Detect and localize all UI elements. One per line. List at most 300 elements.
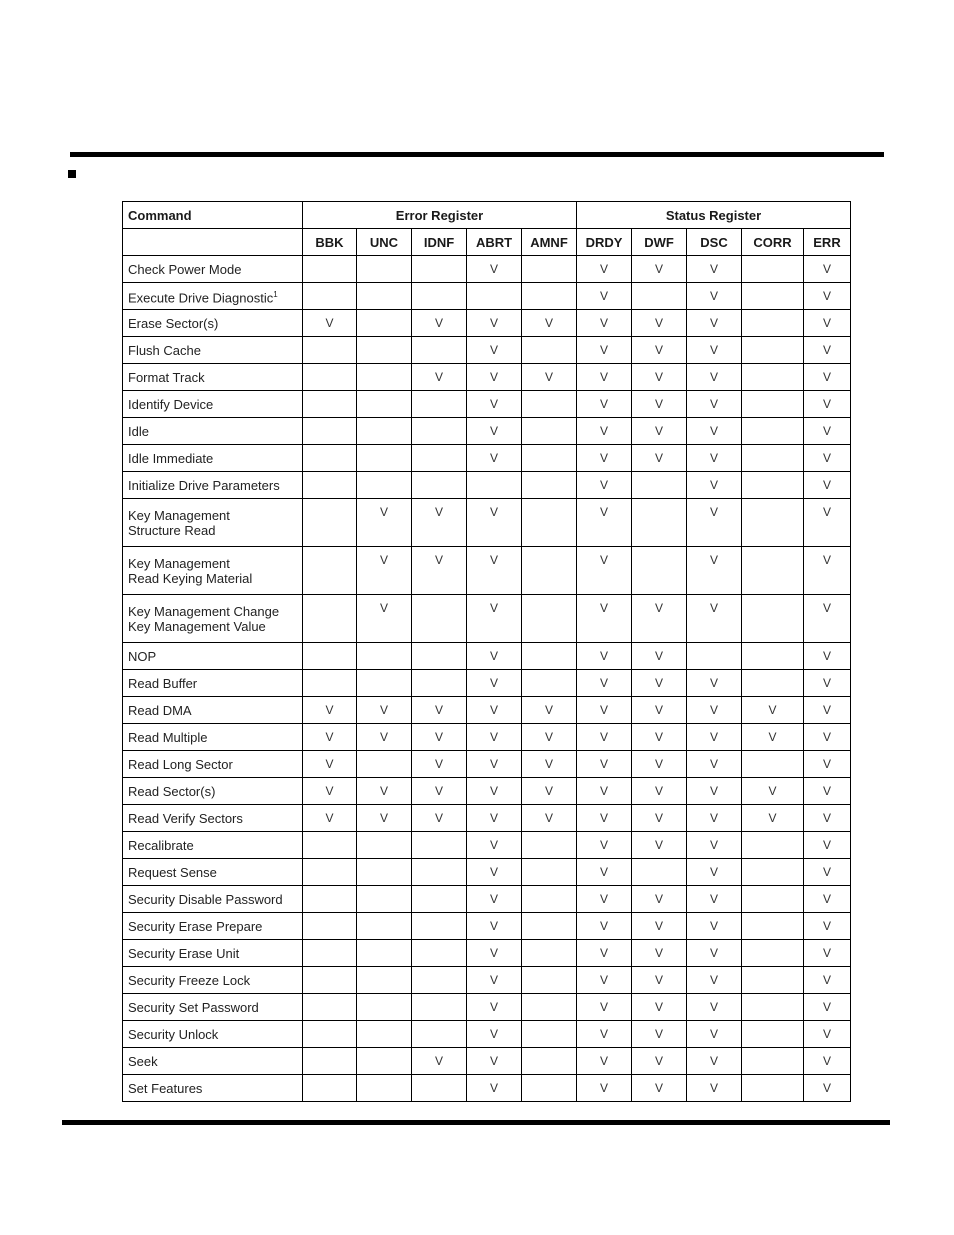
command-label: Key Management xyxy=(128,507,230,523)
flag-cell-unc: V xyxy=(357,805,412,832)
flag-cell-unc xyxy=(357,913,412,940)
flag-cell-idnf xyxy=(412,643,467,670)
command-label: Security Erase Unit xyxy=(128,945,240,961)
command-label: Recalibrate xyxy=(128,837,194,853)
flag-cell-dwf xyxy=(632,547,687,595)
flag-cell-unc xyxy=(357,967,412,994)
flag-cell-drdy: V xyxy=(577,832,632,859)
flag-cell-amnf xyxy=(522,832,577,859)
flag-cell-unc xyxy=(357,859,412,886)
flag-cell-err: V xyxy=(804,256,851,283)
flag-cell-unc xyxy=(357,418,412,445)
flag-cell-abrt: V xyxy=(467,724,522,751)
flag-cell-idnf: V xyxy=(412,547,467,595)
flag-cell-bbk xyxy=(303,1048,357,1075)
table-row xyxy=(123,832,851,859)
flag-cell-err: V xyxy=(804,643,851,670)
command-label-line2: Read Keying Material xyxy=(128,570,253,586)
flag-cell-drdy: V xyxy=(577,805,632,832)
flag-cell-dsc: V xyxy=(687,670,742,697)
command-cell xyxy=(123,256,303,283)
command-cell xyxy=(123,832,303,859)
flag-cell-amnf xyxy=(522,859,577,886)
flag-cell-bbk: V xyxy=(303,805,357,832)
flag-cell-err: V xyxy=(804,283,851,310)
command-label: Idle Immediate xyxy=(128,450,214,466)
command-cell xyxy=(123,418,303,445)
flag-cell-amnf xyxy=(522,1021,577,1048)
flag-cell-unc xyxy=(357,1021,412,1048)
flag-cell-err: V xyxy=(804,1021,851,1048)
flag-cell-drdy: V xyxy=(577,445,632,472)
flag-cell-drdy: V xyxy=(577,418,632,445)
table-row xyxy=(123,418,851,445)
command-label: Format Track xyxy=(128,369,205,385)
flag-cell-err: V xyxy=(804,913,851,940)
flag-cell-unc: V xyxy=(357,778,412,805)
table-row xyxy=(123,751,851,778)
flag-cell-amnf xyxy=(522,418,577,445)
flag-cell-dsc: V xyxy=(687,859,742,886)
flag-cell-dwf: V xyxy=(632,364,687,391)
flag-cell-bbk xyxy=(303,1021,357,1048)
flag-cell-abrt xyxy=(467,472,522,499)
flag-cell-drdy: V xyxy=(577,670,632,697)
table-row xyxy=(123,1075,851,1102)
flag-cell-amnf xyxy=(522,256,577,283)
flag-cell-idnf: V xyxy=(412,499,467,547)
table-row xyxy=(123,595,851,643)
top-rule xyxy=(70,152,884,157)
command-cell xyxy=(123,283,303,310)
flag-cell-dwf xyxy=(632,859,687,886)
flag-cell-dsc: V xyxy=(687,256,742,283)
error-register-header: Error Register xyxy=(303,202,577,229)
flag-cell-bbk: V xyxy=(303,724,357,751)
flag-cell-dwf: V xyxy=(632,724,687,751)
flag-cell-dsc: V xyxy=(687,832,742,859)
flag-cell-idnf: V xyxy=(412,805,467,832)
flag-cell-abrt: V xyxy=(467,778,522,805)
flag-cell-unc: V xyxy=(357,595,412,643)
command-cell xyxy=(123,643,303,670)
command-label: Security Erase Prepare xyxy=(128,918,263,934)
flag-cell-amnf xyxy=(522,499,577,547)
command-label: Read DMA xyxy=(128,702,192,718)
command-label: Key Management Change xyxy=(128,603,280,619)
flag-cell-abrt: V xyxy=(467,418,522,445)
flag-cell-dwf: V xyxy=(632,1075,687,1102)
status-register-header: Status Register xyxy=(577,202,851,229)
column-header-unc: UNC xyxy=(357,229,412,256)
column-header-bbk: BBK xyxy=(303,229,357,256)
command-label: Security Unlock xyxy=(128,1026,219,1042)
flag-cell-corr xyxy=(742,994,804,1021)
flag-cell-bbk xyxy=(303,967,357,994)
flag-cell-unc xyxy=(357,886,412,913)
flag-cell-amnf xyxy=(522,1075,577,1102)
flag-cell-bbk: V xyxy=(303,697,357,724)
flag-cell-abrt xyxy=(467,283,522,310)
flag-cell-amnf: V xyxy=(522,697,577,724)
flag-cell-dwf: V xyxy=(632,643,687,670)
flag-cell-dsc: V xyxy=(687,940,742,967)
register-table xyxy=(122,201,851,1102)
flag-cell-corr xyxy=(742,595,804,643)
flag-cell-corr xyxy=(742,670,804,697)
flag-cell-idnf xyxy=(412,994,467,1021)
flag-cell-unc xyxy=(357,472,412,499)
flag-cell-dsc: V xyxy=(687,310,742,337)
flag-cell-idnf xyxy=(412,967,467,994)
flag-cell-err: V xyxy=(804,832,851,859)
flag-cell-idnf: V xyxy=(412,310,467,337)
command-label: Request Sense xyxy=(128,864,217,880)
flag-cell-abrt: V xyxy=(467,670,522,697)
flag-cell-abrt: V xyxy=(467,697,522,724)
flag-cell-dsc: V xyxy=(687,364,742,391)
flag-cell-amnf: V xyxy=(522,778,577,805)
command-label: Check Power Mode xyxy=(128,261,242,277)
command-cell xyxy=(123,391,303,418)
flag-cell-dsc: V xyxy=(687,337,742,364)
flag-cell-abrt: V xyxy=(467,1048,522,1075)
flag-cell-dsc: V xyxy=(687,283,742,310)
flag-cell-drdy: V xyxy=(577,547,632,595)
command-label: Identify Device xyxy=(128,396,214,412)
flag-cell-corr xyxy=(742,391,804,418)
flag-cell-abrt: V xyxy=(467,994,522,1021)
flag-cell-err: V xyxy=(804,751,851,778)
flag-cell-err: V xyxy=(804,724,851,751)
flag-cell-err: V xyxy=(804,967,851,994)
flag-cell-bbk xyxy=(303,547,357,595)
command-cell xyxy=(123,778,303,805)
flag-cell-idnf xyxy=(412,1021,467,1048)
flag-cell-dwf: V xyxy=(632,913,687,940)
flag-cell-idnf: V xyxy=(412,697,467,724)
command-cell xyxy=(123,310,303,337)
footnote-marker: 1 xyxy=(273,289,278,299)
flag-cell-amnf: V xyxy=(522,724,577,751)
flag-cell-unc xyxy=(357,670,412,697)
flag-cell-bbk xyxy=(303,643,357,670)
flag-cell-drdy: V xyxy=(577,859,632,886)
flag-cell-dwf: V xyxy=(632,418,687,445)
flag-cell-abrt: V xyxy=(467,499,522,547)
flag-cell-corr: V xyxy=(742,805,804,832)
column-header-amnf: AMNF xyxy=(522,229,577,256)
column-header-abrt: ABRT xyxy=(467,229,522,256)
flag-cell-abrt: V xyxy=(467,391,522,418)
flag-cell-unc xyxy=(357,445,412,472)
flag-cell-abrt: V xyxy=(467,547,522,595)
flag-cell-dsc: V xyxy=(687,595,742,643)
flag-cell-idnf xyxy=(412,391,467,418)
flag-cell-dsc: V xyxy=(687,1075,742,1102)
flag-cell-corr xyxy=(742,751,804,778)
flag-cell-corr xyxy=(742,832,804,859)
flag-cell-err: V xyxy=(804,472,851,499)
flag-cell-drdy: V xyxy=(577,391,632,418)
table-row xyxy=(123,547,851,595)
flag-cell-unc xyxy=(357,1048,412,1075)
flag-cell-corr xyxy=(742,547,804,595)
command-label: Erase Sector(s) xyxy=(128,315,219,331)
table-row xyxy=(123,256,851,283)
flag-cell-corr xyxy=(742,256,804,283)
flag-cell-err: V xyxy=(804,337,851,364)
command-cell xyxy=(123,886,303,913)
flag-cell-abrt: V xyxy=(467,940,522,967)
table-row xyxy=(123,337,851,364)
table-row xyxy=(123,805,851,832)
flag-cell-dwf: V xyxy=(632,391,687,418)
flag-cell-err: V xyxy=(804,859,851,886)
flag-cell-unc xyxy=(357,364,412,391)
flag-cell-amnf xyxy=(522,472,577,499)
table-row xyxy=(123,913,851,940)
flag-cell-unc xyxy=(357,994,412,1021)
flag-cell-abrt: V xyxy=(467,310,522,337)
flag-cell-err: V xyxy=(804,310,851,337)
flag-cell-amnf: V xyxy=(522,751,577,778)
flag-cell-err: V xyxy=(804,994,851,1021)
flag-cell-corr xyxy=(742,472,804,499)
flag-cell-dsc: V xyxy=(687,778,742,805)
command-label: Seek xyxy=(128,1053,158,1069)
flag-cell-dwf: V xyxy=(632,832,687,859)
flag-cell-dwf: V xyxy=(632,1021,687,1048)
flag-cell-abrt: V xyxy=(467,445,522,472)
flag-cell-dsc: V xyxy=(687,391,742,418)
flag-cell-amnf xyxy=(522,886,577,913)
flag-cell-idnf xyxy=(412,283,467,310)
flag-cell-dsc: V xyxy=(687,472,742,499)
flag-cell-amnf xyxy=(522,994,577,1021)
flag-cell-corr xyxy=(742,886,804,913)
flag-cell-idnf xyxy=(412,337,467,364)
flag-cell-abrt: V xyxy=(467,967,522,994)
table-body xyxy=(123,256,851,1102)
flag-cell-bbk xyxy=(303,337,357,364)
flag-cell-amnf xyxy=(522,337,577,364)
flag-cell-dsc xyxy=(687,643,742,670)
table-row xyxy=(123,994,851,1021)
table-row xyxy=(123,886,851,913)
command-label: Key Management xyxy=(128,555,230,571)
flag-cell-abrt: V xyxy=(467,859,522,886)
flag-cell-dwf: V xyxy=(632,337,687,364)
flag-cell-err: V xyxy=(804,1048,851,1075)
flag-cell-corr xyxy=(742,418,804,445)
flag-cell-idnf xyxy=(412,472,467,499)
flag-cell-dwf: V xyxy=(632,310,687,337)
table-row xyxy=(123,283,851,310)
flag-cell-idnf xyxy=(412,256,467,283)
table-row xyxy=(123,940,851,967)
table-row xyxy=(123,364,851,391)
blank-header xyxy=(123,229,303,256)
column-header-dsc: DSC xyxy=(687,229,742,256)
flag-cell-idnf xyxy=(412,886,467,913)
flag-cell-dwf: V xyxy=(632,751,687,778)
flag-cell-amnf xyxy=(522,547,577,595)
flag-cell-amnf xyxy=(522,643,577,670)
command-cell xyxy=(123,595,303,643)
command-cell xyxy=(123,994,303,1021)
flag-cell-dsc: V xyxy=(687,913,742,940)
flag-cell-bbk xyxy=(303,472,357,499)
table-row xyxy=(123,859,851,886)
flag-cell-dwf: V xyxy=(632,886,687,913)
command-label: Read Multiple xyxy=(128,729,208,745)
flag-cell-unc xyxy=(357,832,412,859)
flag-cell-bbk xyxy=(303,886,357,913)
flag-cell-dsc: V xyxy=(687,724,742,751)
command-label: Read Long Sector xyxy=(128,756,233,772)
flag-cell-drdy: V xyxy=(577,499,632,547)
flag-cell-dsc: V xyxy=(687,805,742,832)
command-cell xyxy=(123,1075,303,1102)
flag-cell-drdy: V xyxy=(577,751,632,778)
flag-cell-err: V xyxy=(804,1075,851,1102)
flag-cell-bbk: V xyxy=(303,778,357,805)
table-row xyxy=(123,643,851,670)
flag-cell-dsc: V xyxy=(687,994,742,1021)
flag-cell-idnf xyxy=(412,445,467,472)
table-row xyxy=(123,778,851,805)
column-header-drdy: DRDY xyxy=(577,229,632,256)
flag-cell-bbk xyxy=(303,391,357,418)
table-row xyxy=(123,391,851,418)
flag-cell-unc xyxy=(357,337,412,364)
table-row xyxy=(123,1021,851,1048)
flag-cell-bbk xyxy=(303,832,357,859)
flag-cell-dwf: V xyxy=(632,670,687,697)
command-cell xyxy=(123,472,303,499)
command-header: Command xyxy=(123,202,303,229)
flag-cell-dwf: V xyxy=(632,778,687,805)
flag-cell-unc xyxy=(357,1075,412,1102)
command-label: Security Disable Password xyxy=(128,891,283,907)
flag-cell-idnf: V xyxy=(412,1048,467,1075)
flag-cell-corr xyxy=(742,283,804,310)
flag-cell-drdy: V xyxy=(577,913,632,940)
flag-cell-corr xyxy=(742,1075,804,1102)
flag-cell-abrt: V xyxy=(467,913,522,940)
command-cell xyxy=(123,547,303,595)
flag-cell-bbk xyxy=(303,940,357,967)
flag-cell-drdy: V xyxy=(577,337,632,364)
column-header-dwf: DWF xyxy=(632,229,687,256)
flag-cell-drdy: V xyxy=(577,643,632,670)
flag-cell-drdy: V xyxy=(577,595,632,643)
flag-cell-bbk xyxy=(303,418,357,445)
command-label: Idle xyxy=(128,423,149,439)
flag-cell-abrt: V xyxy=(467,751,522,778)
flag-cell-drdy: V xyxy=(577,994,632,1021)
flag-cell-dwf xyxy=(632,472,687,499)
table-row xyxy=(123,967,851,994)
flag-cell-amnf: V xyxy=(522,364,577,391)
flag-cell-dwf: V xyxy=(632,256,687,283)
command-label: Set Features xyxy=(128,1080,203,1096)
flag-cell-bbk xyxy=(303,859,357,886)
flag-cell-drdy: V xyxy=(577,886,632,913)
command-cell xyxy=(123,913,303,940)
flag-cell-bbk xyxy=(303,256,357,283)
flag-cell-err: V xyxy=(804,886,851,913)
flag-cell-corr xyxy=(742,337,804,364)
flag-cell-amnf: V xyxy=(522,310,577,337)
flag-cell-err: V xyxy=(804,418,851,445)
flag-cell-unc: V xyxy=(357,499,412,547)
flag-cell-err: V xyxy=(804,595,851,643)
table-row xyxy=(123,310,851,337)
flag-cell-unc xyxy=(357,940,412,967)
flag-cell-abrt: V xyxy=(467,1021,522,1048)
command-label: Read Verify Sectors xyxy=(128,810,243,826)
flag-cell-abrt: V xyxy=(467,256,522,283)
table-row xyxy=(123,472,851,499)
table-row xyxy=(123,499,851,547)
flag-cell-drdy: V xyxy=(577,1048,632,1075)
flag-cell-bbk xyxy=(303,595,357,643)
flag-cell-dwf xyxy=(632,283,687,310)
command-cell xyxy=(123,445,303,472)
command-label: Initialize Drive Parameters xyxy=(128,477,280,493)
flag-cell-unc: V xyxy=(357,547,412,595)
flag-cell-abrt: V xyxy=(467,364,522,391)
flag-cell-err: V xyxy=(804,547,851,595)
flag-cell-drdy: V xyxy=(577,940,632,967)
flag-cell-abrt: V xyxy=(467,1075,522,1102)
command-label-line2: Key Management Value xyxy=(128,618,266,634)
command-label: Read Buffer xyxy=(128,675,198,691)
flag-cell-dsc: V xyxy=(687,418,742,445)
flag-cell-drdy: V xyxy=(577,283,632,310)
flag-cell-corr xyxy=(742,310,804,337)
flag-cell-amnf xyxy=(522,391,577,418)
flag-cell-dwf: V xyxy=(632,445,687,472)
flag-cell-bbk xyxy=(303,364,357,391)
flag-cell-drdy: V xyxy=(577,1021,632,1048)
flag-cell-dwf: V xyxy=(632,940,687,967)
flag-cell-drdy: V xyxy=(577,967,632,994)
flag-cell-bbk: V xyxy=(303,310,357,337)
flag-cell-corr: V xyxy=(742,697,804,724)
command-cell xyxy=(123,697,303,724)
flag-cell-corr xyxy=(742,643,804,670)
flag-cell-corr: V xyxy=(742,778,804,805)
flag-cell-dwf: V xyxy=(632,595,687,643)
command-label: Execute Drive Diagnostic xyxy=(128,290,274,306)
table-row xyxy=(123,697,851,724)
flag-cell-corr xyxy=(742,1048,804,1075)
flag-cell-amnf: V xyxy=(522,805,577,832)
flag-cell-unc: V xyxy=(357,697,412,724)
flag-cell-amnf xyxy=(522,283,577,310)
flag-cell-abrt: V xyxy=(467,886,522,913)
flag-cell-err: V xyxy=(804,697,851,724)
command-cell xyxy=(123,670,303,697)
flag-cell-bbk xyxy=(303,499,357,547)
table-row xyxy=(123,445,851,472)
flag-cell-unc xyxy=(357,391,412,418)
flag-cell-dsc: V xyxy=(687,1048,742,1075)
flag-cell-unc xyxy=(357,310,412,337)
